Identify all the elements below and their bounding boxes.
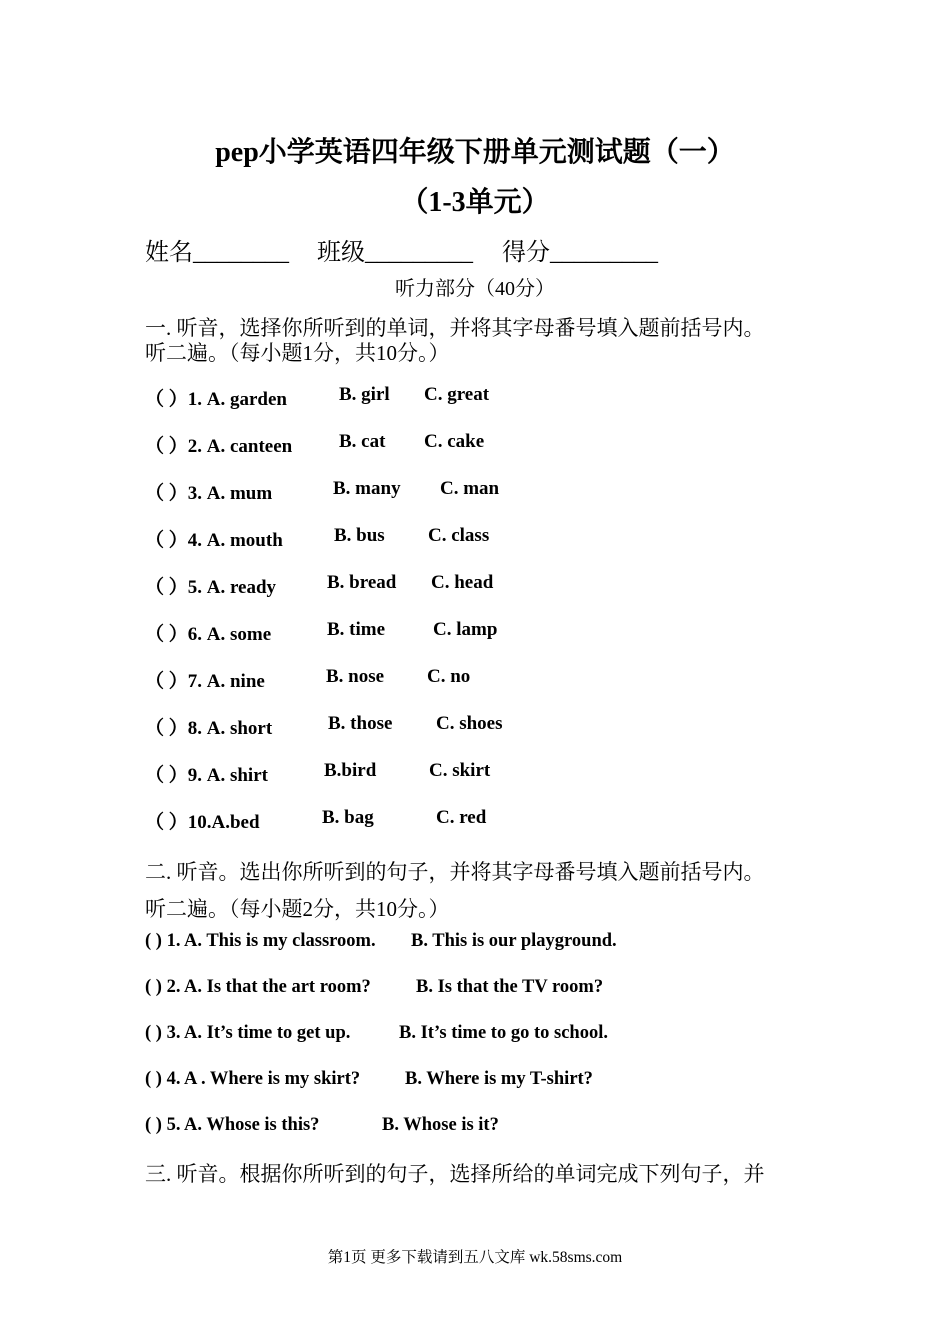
page-title: pep小学英语四年级下册单元测试题（一） xyxy=(215,137,735,168)
option-c: C. lamp xyxy=(433,619,498,640)
option-c: C. man xyxy=(440,478,500,499)
option-c: C. great xyxy=(424,384,490,405)
question-number-option-a: （ ）4. A. mouth xyxy=(145,530,283,551)
sentence-option-b: B. Where is my T-shirt? xyxy=(405,1069,593,1089)
section3-instruction-line1: 三. 听音。根据你所听到的句子，选择所给的单词完成下列句子，并 xyxy=(145,1162,765,1186)
page-subtitle: （1-3单元） xyxy=(400,187,550,218)
question-number-option-a: （ ）8. A. short xyxy=(145,718,273,739)
option-c: C. red xyxy=(436,807,487,828)
sentence-option-a: ( ) 1. A. This is my classroom. xyxy=(145,931,376,951)
question-number-option-a: （ ）9. A. shirt xyxy=(145,765,268,786)
option-b: B. many xyxy=(333,478,401,499)
option-b: B. bag xyxy=(322,807,374,828)
option-c: C. class xyxy=(428,525,490,546)
score-field: 得分_________ xyxy=(502,240,658,266)
question-number-option-a: （ ）6. A. some xyxy=(145,624,272,645)
sentence-option-b: B. Whose is it? xyxy=(382,1115,499,1135)
section1-instruction-line2: 听二遍。（每小题1分，共10分。） xyxy=(145,341,450,365)
option-b: B. cat xyxy=(339,431,386,452)
question-number-option-a: （ ）10.A.bed xyxy=(145,812,260,833)
question-number-option-a: （ ）3. A. mum xyxy=(145,483,273,504)
listening-heading: 听力部分（40分） xyxy=(395,278,555,300)
sentence-option-a: ( ) 4. A . Where is my skirt? xyxy=(145,1069,361,1089)
sentence-option-b: B. It’s time to go to school. xyxy=(399,1023,608,1043)
sentence-option-b: B. Is that the TV room? xyxy=(416,977,604,997)
option-b: B.bird xyxy=(324,760,377,781)
option-c: C. head xyxy=(431,572,494,593)
option-c: C. shoes xyxy=(436,713,503,734)
question-number-option-a: （ ）1. A. garden xyxy=(145,389,287,410)
sentence-option-a: ( ) 5. A. Whose is this? xyxy=(145,1115,320,1135)
option-c: C. cake xyxy=(424,431,485,452)
option-b: B. bread xyxy=(327,572,397,593)
section2-instruction-line2: 听二遍。（每小题2分，共10分。） xyxy=(145,897,450,921)
option-c: C. no xyxy=(427,666,471,687)
option-b: B. bus xyxy=(334,525,385,546)
sentence-option-a: ( ) 2. A. Is that the art room? xyxy=(145,977,371,997)
class-field: 班级_________ xyxy=(317,240,473,266)
question-number-option-a: （ ）5. A. ready xyxy=(145,577,277,598)
section1-instruction-line1: 一. 听音，选择你所听到的单词，并将其字母番号填入题前括号内。 xyxy=(145,316,765,340)
section2-instruction-line1: 二. 听音。选出你所听到的句子，并将其字母番号填入题前括号内。 xyxy=(145,860,765,884)
name-field: 姓名________ xyxy=(145,240,289,266)
option-b: B. those xyxy=(328,713,393,734)
question-number-option-a: （ ）2. A. canteen xyxy=(145,436,293,457)
sentence-option-b: B. This is our playground. xyxy=(411,931,617,951)
question-number-option-a: （ ）7. A. nine xyxy=(145,671,265,692)
sentence-option-a: ( ) 3. A. It’s time to get up. xyxy=(145,1023,351,1043)
option-b: B. time xyxy=(327,619,386,640)
option-b: B. nose xyxy=(326,666,385,687)
option-b: B. girl xyxy=(339,384,390,405)
option-c: C. skirt xyxy=(429,760,491,781)
page-footer: 第1页 更多下载请到五八文库 wk.58sms.com xyxy=(327,1249,623,1266)
